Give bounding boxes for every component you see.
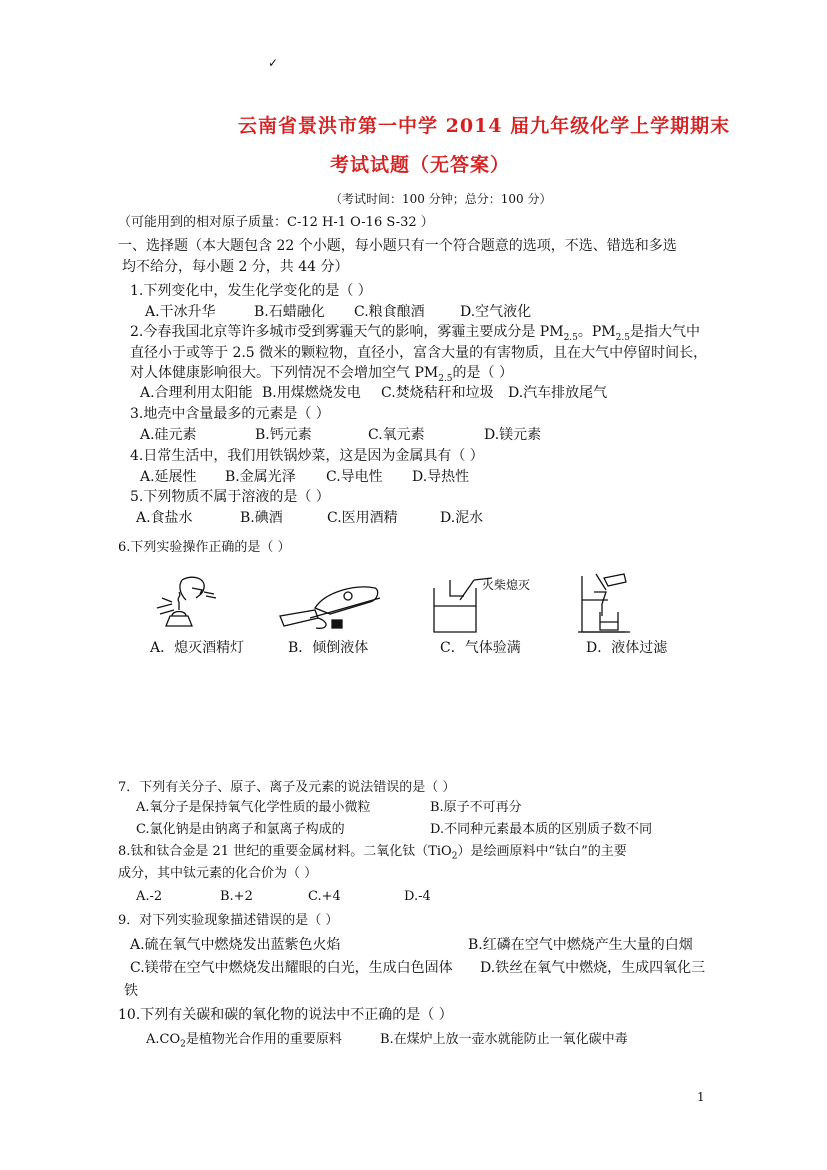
- q2-option-a: A.合理利用太阳能: [140, 385, 253, 401]
- section-1-line-1: 一、选择题（本大题包含 22 个小题，每小题只有一个符合题意的选项，不选、错选和多选: [118, 238, 677, 254]
- q2-option-c: C.焚烧秸秆和垃圾: [381, 385, 494, 401]
- q8-option-b: B.+2: [220, 889, 253, 904]
- q5-option-b: B.碘酒: [240, 510, 283, 526]
- q6-option-b: B．倾倒液体: [288, 640, 369, 656]
- q2-text-b: 。PM: [577, 324, 616, 340]
- exam-info: （考试时间：100 分钟；总分：100 分）: [330, 192, 552, 206]
- q2-pm-sub-2: 2.5: [615, 332, 630, 343]
- q2-text-d: 对人体健康影响很大。下列情况不会增加空气 PM: [130, 365, 439, 381]
- q10-a-post: 是植物光合作用的重要原料: [185, 1032, 342, 1047]
- q8-option-c: C.+4: [308, 889, 341, 904]
- q3-stem: 3.地壳中含量最多的元素是（ ）: [130, 406, 330, 422]
- q3-option-c: C.氧元素: [368, 427, 425, 443]
- q6-option-a: A．熄灭酒精灯: [150, 640, 245, 656]
- q1-stem: 1.下列变化中，发生化学变化的是（ ）: [130, 283, 372, 299]
- q5-stem: 5.下列物质不属于溶液的是（ ）: [130, 489, 330, 505]
- q2-text-e: 的是（ ）: [452, 365, 513, 381]
- q5-option-c: C.医用酒精: [327, 510, 398, 526]
- q3-option-d: D.镁元素: [484, 427, 542, 443]
- q7-option-c: C.氯化钠是由钠离子和氯离子构成的: [136, 822, 345, 837]
- q8-text-b: ）是绘画原料中“钛白”的主要: [457, 844, 627, 859]
- q5-option-a: A.食盐水: [136, 510, 193, 526]
- page-number: 1: [697, 1090, 705, 1104]
- q8-sub: 2: [451, 851, 458, 862]
- q1-option-a: A.干冰升华: [145, 304, 216, 320]
- q1-option-b: B.石蜡融化: [254, 304, 325, 320]
- q9-stem: 9．对下列实验现象描述错误的是（ ）: [118, 913, 339, 928]
- q9-option-c: C.镁带在空气中燃烧发出耀眼的白光，生成白色固体: [130, 960, 453, 976]
- q10-option-b: B.在煤炉上放一壶水就能防止一氧化碳中毒: [380, 1032, 628, 1047]
- q1-option-c: C.粮食酿酒: [354, 304, 425, 320]
- q10-option-a: [146, 1030, 342, 1055]
- q6-stem: 6.下列实验操作正确的是（ ）: [118, 540, 291, 555]
- check-mark: ✓: [268, 56, 279, 70]
- q10-a-sub: 2: [180, 1039, 186, 1050]
- alcohol-lamp-figure: [152, 574, 232, 634]
- gas-check-label: 火柴熄灭: [482, 578, 531, 592]
- q2-option-d: D.汽车排放尾气: [508, 385, 608, 401]
- q3-option-a: A.硅元素: [140, 427, 197, 443]
- q7-option-d: D.不同种元素最本质的区别质子数不同: [430, 822, 653, 837]
- q6-option-c: C．气体验满: [440, 640, 521, 656]
- q9-option-a: A.硫在氧气中燃烧发出蓝紫色火焰: [130, 937, 341, 953]
- title-line-1: 云南省景洪市第一中学 2014 届九年级化学上学期期末: [238, 115, 731, 137]
- q10-a-pre: A.CO: [146, 1032, 181, 1047]
- q8-option-d: D.-4: [404, 889, 431, 904]
- q8-line-2: 成分，其中钛元素的化合价为（ ）: [118, 866, 318, 881]
- q4-option-b: B.金属光泽: [225, 469, 296, 485]
- q9-option-d-cont: 铁: [124, 983, 138, 999]
- q10-stem: 10.下列有关碳和碳的氧化物的说法中不正确的是（ ）: [118, 1007, 453, 1023]
- q2-option-b: B.用煤燃烧发电: [262, 385, 361, 401]
- q2-pm-sub-3: 2.5: [438, 373, 453, 384]
- q2-text-c: 是指大气中: [629, 324, 700, 340]
- q3-option-b: B.钙元素: [255, 427, 312, 443]
- q4-stem: 4.日常生活中，我们用铁锅炒菜，这是因为金属具有（ ）: [130, 448, 484, 464]
- q8-text-a: 8.钛和钛合金是 21 世纪的重要金属材料。二氧化钛（TiO: [118, 844, 452, 859]
- title-line-2: 考试试题（无答案）: [330, 154, 511, 176]
- q6-option-d: D．液体过滤: [586, 640, 668, 656]
- q8-line-1: [118, 842, 627, 867]
- q1-option-d: D.空气液化: [460, 304, 532, 320]
- q5-option-d: D.泥水: [440, 510, 484, 526]
- q7-option-b: B.原子不可再分: [430, 800, 522, 815]
- q2-line-2: 直径小于或等于 2.5 微米的颗粒物，直径小，富含大量的有害物质，且在大气中停留时间长，: [130, 345, 708, 361]
- q4-option-c: C.导电性: [326, 469, 383, 485]
- atomic-masses: （可能用到的相对原子质量：C-12 H-1 O-16 S-32 ）: [118, 215, 434, 230]
- q9-option-d: D.铁丝在氧气中燃烧，生成四氧化三: [480, 960, 706, 976]
- q7-option-a: A.氧分子是保持氧气化学性质的最小微粒: [136, 800, 371, 815]
- q2-text-a: 2.今春我国北京等许多城市受到雾霾天气的影响，雾霾主要成分是 PM: [130, 324, 564, 340]
- q7-stem: 7．下列有关分子、原子、离子及元素的说法错误的是（ ）: [118, 780, 456, 795]
- section-1-line-2: 均不给分，每小题 2 分，共 44 分）: [122, 259, 349, 275]
- q2-pm-sub-1: 2.5: [563, 332, 578, 343]
- q4-option-a: A.延展性: [140, 469, 197, 485]
- q8-option-a: A.-2: [136, 889, 163, 904]
- pour-liquid-figure: [270, 578, 385, 636]
- q9-option-b: B.红磷在空气中燃烧产生大量的白烟: [468, 937, 693, 953]
- q4-option-d: D.导热性: [412, 469, 470, 485]
- filtration-figure: [576, 572, 636, 636]
